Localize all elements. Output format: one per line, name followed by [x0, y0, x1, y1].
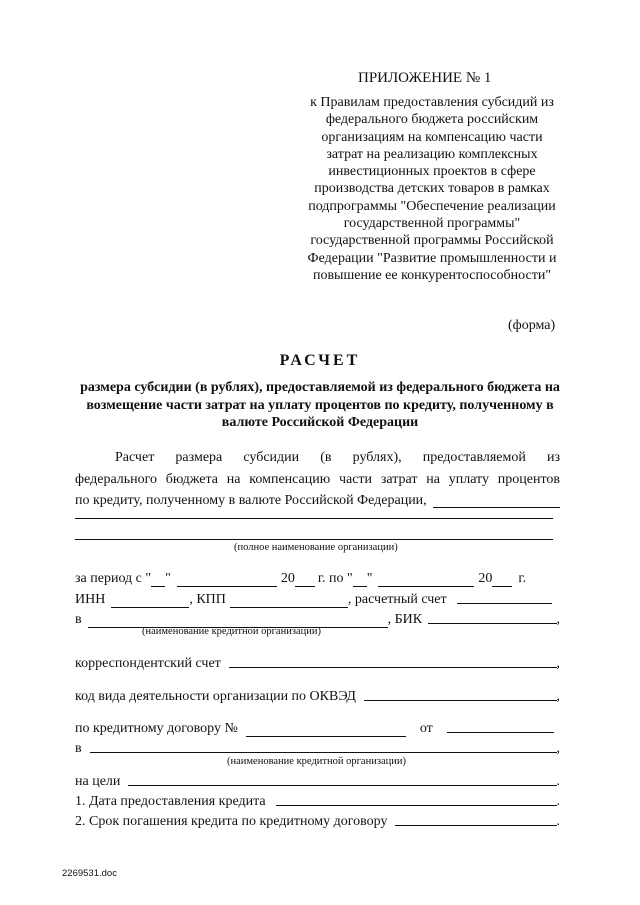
org-name-caption: (полное наименование организации) [234, 542, 398, 553]
inn-field[interactable] [111, 593, 189, 608]
credit-agreement-date-field[interactable] [447, 718, 554, 733]
period-prefix: за период с " [75, 571, 152, 586]
inn-label: ИНН [75, 592, 106, 607]
period-end: г. [518, 571, 527, 586]
document-title: РАСЧЕТ [279, 352, 361, 369]
kpp-label: , КПП [189, 592, 226, 607]
period-end-month-field[interactable] [378, 572, 474, 587]
in-label-2: в [75, 741, 82, 756]
credit-agreement-label: по кредитному договору № [75, 721, 238, 736]
period-year-prefix-2: 20 [478, 571, 493, 586]
period-end-year-field[interactable] [492, 572, 512, 587]
purpose-field[interactable] [128, 771, 556, 786]
credit-agreement-line [75, 718, 560, 737]
document-id: 2269531.doc [62, 868, 117, 879]
period-mid: г. по " [317, 571, 353, 586]
period-quote-1: " [165, 571, 171, 586]
period-start-month-field[interactable] [177, 572, 277, 587]
in-label-1: в [75, 612, 82, 627]
repayment-term-field[interactable] [395, 811, 556, 826]
okved-label: код вида деятельности организации по ОКВЭД [75, 689, 356, 704]
period-year-prefix-1: 20 [280, 571, 295, 586]
account-label: , расчетный счет [347, 592, 447, 607]
corr-account-line [75, 653, 560, 672]
item-2-period: . [556, 814, 560, 829]
org-name-field-3[interactable] [75, 539, 553, 540]
intro-line-3-text: по кредиту, полученному в валюте Российской Федерации, [75, 493, 427, 508]
credit-org-comma: , [556, 741, 560, 756]
bik-field[interactable] [428, 609, 556, 624]
credit-org-line [75, 738, 560, 757]
bik-label: , БИК [387, 612, 423, 627]
intro-line-1: Расчет размера субсидии (в рублях), предоставляемой из [115, 450, 560, 465]
okved-field[interactable] [364, 686, 557, 701]
credit-org-caption-2: (наименование кредитной организации) [227, 756, 406, 767]
corr-account-comma: , [556, 656, 560, 671]
credit-org-caption-1: (наименование кредитной организации) [142, 626, 321, 637]
org-name-field-2[interactable] [75, 518, 553, 519]
appendix-title: ПРИЛОЖЕНИЕ № 1 [358, 70, 492, 86]
purpose-period: . [556, 774, 560, 789]
credit-date-field[interactable] [276, 791, 557, 806]
intro-paragraph [75, 447, 560, 512]
corr-account-field[interactable] [229, 653, 557, 668]
item-1-label: 1. Дата предоставления кредита [75, 794, 266, 809]
kpp-field[interactable] [230, 593, 348, 608]
item-2-line [75, 811, 560, 830]
document-subtitle: размера субсидии (в рублях), предоставляемой из федерального бюджета на возмещение части затрат на уплату процентов по кредиту, полученному в валюте Российской Федерации [80, 380, 560, 430]
org-name-field-1[interactable] [433, 493, 560, 508]
corr-account-label: корреспондентский счет [75, 656, 221, 671]
period-line [75, 568, 560, 587]
period-start-year-field[interactable] [295, 572, 315, 587]
period-end-day-field[interactable] [353, 572, 367, 587]
intro-line-2: федерального бюджета на компенсацию части затрат на уплату процентов [75, 471, 560, 487]
okved-comma: , [556, 689, 560, 704]
from-label: от [419, 721, 433, 736]
credit-org-field[interactable] [90, 738, 557, 753]
okved-line [75, 686, 560, 705]
credit-agreement-number-field[interactable] [246, 722, 406, 737]
period-quote-2: " [366, 571, 373, 586]
purpose-line [75, 771, 560, 790]
item-2-label: 2. Срок погашения кредита по кредитному договору [75, 814, 388, 829]
item-1-line [75, 791, 560, 810]
item-1-period: . [556, 794, 560, 809]
account-field[interactable] [457, 589, 552, 604]
purpose-label: на цели [75, 774, 121, 789]
bik-comma: , [556, 612, 560, 627]
intro-line-3 [75, 490, 560, 512]
period-start-day-field[interactable] [151, 572, 165, 587]
appendix-text: к Правилам предоставления субсидий из федерального бюджета российским организациям на компенсацию части затрат на реализацию комплексных инвестиционных проектов в сфере производства детских товаров в рамках подпрограммы "Обеспечение реализации государственной программы" государственной программы Российской Федерации "Развитие промышленности и повышение ее конкурентоспособности" [307, 95, 557, 283]
form-label: (форма) [508, 318, 556, 333]
inn-line [75, 589, 560, 608]
